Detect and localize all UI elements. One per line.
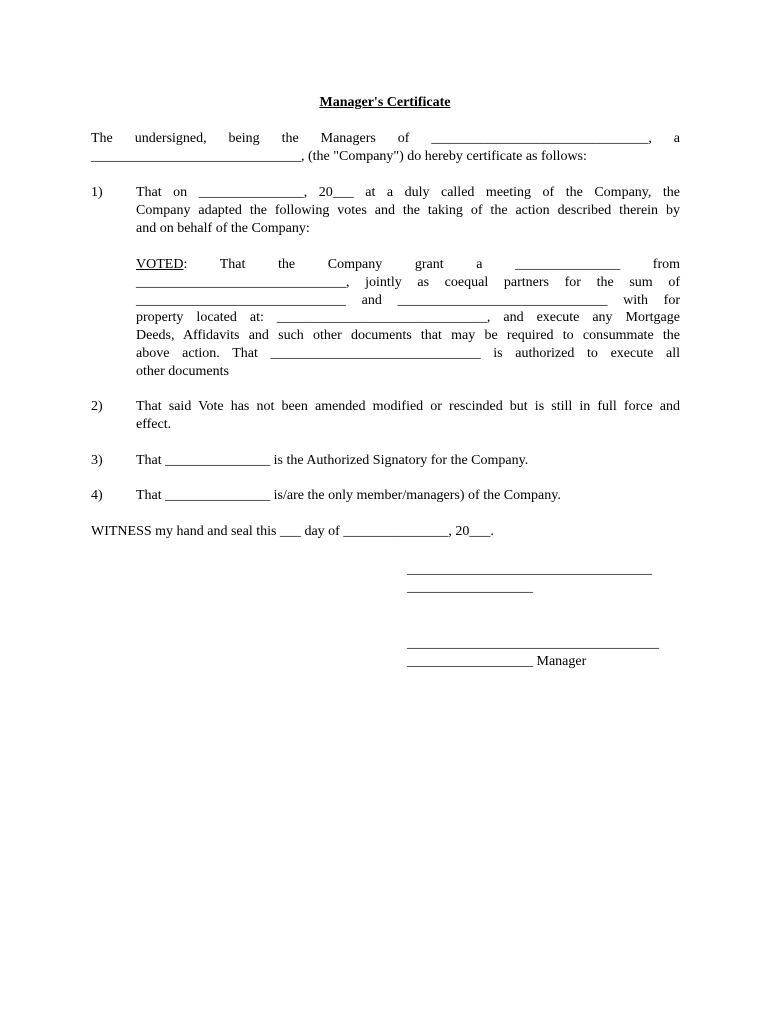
voted-line-1 (136, 256, 680, 274)
item-1-text (136, 184, 680, 237)
signature-1-line-2: __________________ (407, 579, 533, 595)
item-4-text (136, 487, 680, 505)
signature-2-line-2: __________________ Manager (407, 653, 587, 669)
item-1-line-3: and on behalf of the Company: (136, 220, 310, 236)
voted-line-6: above action. That ______________________________ is authorized to execute all (136, 345, 680, 361)
signature-1-line-1: ___________________________________ (407, 562, 652, 577)
item-3-line-1: That _______________ is the Authorized Signatory for the Company. (136, 453, 529, 468)
voted-line-3: ______________________________ and ______________________________ with for (136, 292, 680, 308)
signature-2-line-1: ____________________________________ (407, 636, 659, 651)
item-3-text (136, 452, 680, 470)
item-2-line-1: That said Vote has not been amended modified or rescinded but is still in full force and (136, 399, 680, 414)
item-1-line-1: That on _______________, 20___ at a duly called meeting of the Company, the (136, 185, 680, 200)
item-4-number: 4) (91, 488, 103, 503)
voted-paragraph (136, 256, 680, 381)
intro-line-2: ______________________________, (the "Company") do hereby certificate as follows: (91, 148, 587, 164)
intro-line-1: The undersigned, being the Managers of _______________________________, a (91, 131, 680, 146)
item-3-number: 3) (91, 453, 103, 468)
item-2-line-2: effect. (136, 416, 172, 432)
signature-block-2 (407, 635, 659, 671)
voted-line-2: ______________________________, jointly as coequal partners for the sum of (136, 274, 680, 290)
voted-line-4: property located at: ______________________________, and execute any Mortgage (136, 310, 680, 326)
voted-label: VOTED (136, 257, 184, 272)
voted-line-1-rest: : That the Company grant a _______________ from (183, 257, 680, 272)
document-title: Manager's Certificate (319, 95, 451, 110)
item-2-number: 2) (91, 399, 103, 414)
intro-paragraph (91, 130, 680, 166)
item-4-line-1: That _______________ is/are the only member/managers) of the Company. (136, 488, 561, 503)
item-2-text (136, 398, 680, 434)
voted-line-7: other documents (136, 363, 229, 379)
item-1-number: 1) (91, 185, 103, 200)
item-1-line-2: Company adapted the following votes and the taking of the action described therein by (136, 202, 680, 218)
voted-line-5: Deeds, Affidavits and such other documents that may be required to consummate the (136, 328, 680, 344)
signature-block-1 (407, 561, 652, 597)
witness-statement: WITNESS my hand and seal this ___ day of _______________, 20___. (91, 524, 494, 539)
